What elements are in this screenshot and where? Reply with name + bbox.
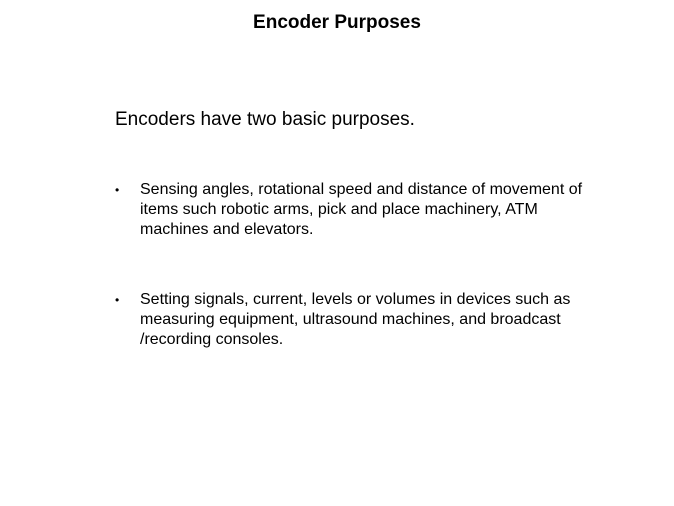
- slide-title: Encoder Purposes: [253, 12, 421, 33]
- bullet-item: [115, 180, 585, 240]
- bullet-text: Setting signals, current, levels or volumes in devices such as measuring equipment, ultrasound machines, and broadcast /recording consoles.: [140, 291, 571, 348]
- bullet-item: [115, 290, 585, 350]
- bullet-list: [115, 180, 585, 350]
- bullet-text: Sensing angles, rotational speed and distance of movement of items such robotic arms, pick and place machinery, ATM machines and elevators.: [140, 181, 583, 238]
- bullet-icon: •: [115, 293, 120, 307]
- bullet-icon: •: [115, 183, 120, 197]
- intro-text: Encoders have two basic purposes.: [115, 109, 415, 130]
